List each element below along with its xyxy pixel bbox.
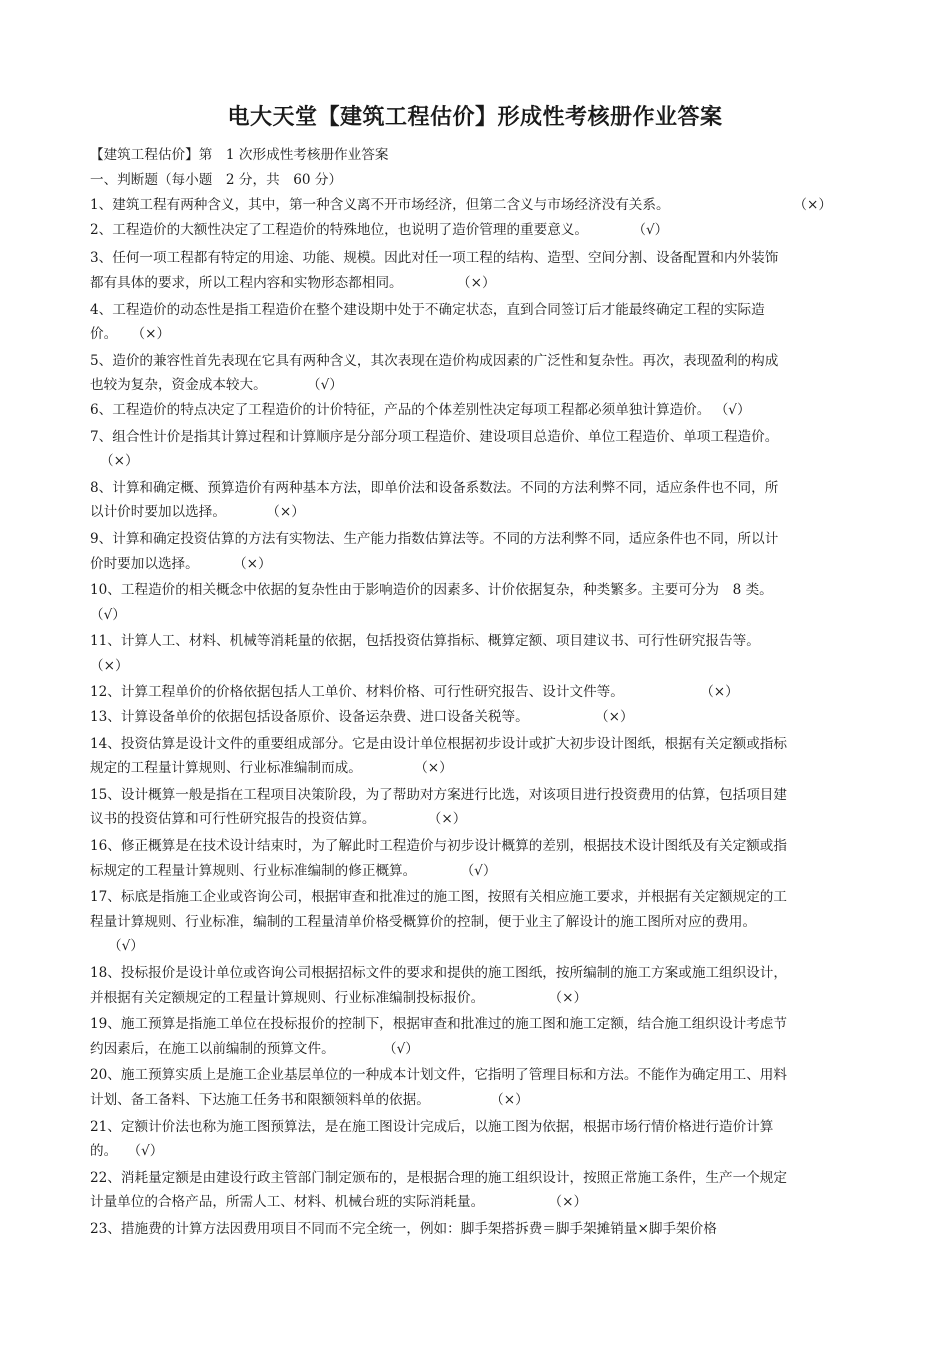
question-item	[90, 961, 790, 1010]
document-body	[90, 143, 832, 1242]
section-heading: 一、判断题（每小题 2 分，共 60 分）	[90, 171, 343, 188]
answer-mark: （×）	[700, 684, 739, 701]
answer-mark: （√）	[90, 606, 126, 623]
question-text: 7、组合性计价是指其计算过程和计算顺序是分部分项工程造价、建设项目总造价、单位工程造价、单项工程造价。	[90, 428, 779, 445]
answer-mark: （×）	[595, 709, 634, 726]
question-text: 8、计算和确定概、预算造价有两种基本方法，即单价法和设备系数法。不同的方法利弊不同，适应条件也不同，所以计价时要加以选择。	[90, 479, 779, 521]
answer-mark: （×）	[793, 197, 832, 214]
answer-mark: （×）	[266, 504, 305, 521]
question-text: 13、计算设备单价的依据包括设备原价、设备运杂费、进口设备关税等。	[90, 709, 529, 726]
question-text: 3、任何一项工程都有特定的用途、功能、规模。因此对任一项工程的结构、造型、空间分割、设备配置和内外装饰都有具体的要求，所以工程内容和实物形态都相同。	[90, 250, 779, 291]
answer-mark: （√）	[108, 938, 144, 955]
question-item	[90, 885, 790, 959]
question-item	[90, 1166, 790, 1215]
question-item	[90, 218, 790, 243]
question-text: 2、工程造价的大额性决定了工程造价的特殊地位，也说明了造价管理的重要意义。	[90, 221, 589, 238]
question-text: 12、计算工程单价的价格依据包括人工单价、材料价格、可行性研究报告、设计文件等。	[90, 684, 624, 701]
question-item	[90, 349, 790, 398]
question-text: 15、设计概算一般是指在工程项目决策阶段，为了帮助对方案进行比选，对该项目进行投资费用的估算，包括项目建议书的投资估算和可行性研究报告的投资估算。	[90, 786, 787, 828]
answer-mark: （×）	[131, 326, 171, 343]
answer-mark: （×）	[548, 989, 588, 1006]
question-item	[90, 834, 790, 883]
question-text: 11、计算人工、材料、机械等消耗量的依据，包括投资估算指标、概算定额、项目建议书、可行性研究报告等。	[90, 633, 760, 650]
question-text: 6、工程造价的特点决定了工程造价的计价特征，产品的个体差别性决定每项工程都必须单独计算造价。	[90, 401, 711, 418]
question-text: 1、建筑工程有两种含义，其中，第一种含义离不开市场经济，但第二含义与市场经济没有关系。	[90, 197, 670, 214]
question-item	[90, 1063, 790, 1112]
question-item	[90, 298, 790, 347]
question-text: 23、措施费的计算方法因费用项目不同而不完全统一，例如：脚手架搭拆费＝脚手架摊销量×脚手架价格	[90, 1220, 717, 1237]
question-text: 16、修正概算是在技术设计结束时，为了解此时工程造价与初步设计概算的差别，根据技术设计图纸及有关定额或指标规定的工程量计算规则、行业标准编制的修正概算。	[90, 838, 787, 879]
answer-mark: （×）	[427, 811, 467, 828]
answer-mark: （√）	[460, 862, 497, 879]
question-text: 10、工程造价的相关概念中依据的复杂性由于影响造价的因素多、计价依据复杂，种类繁多。主要可分为 8 类。	[90, 582, 773, 599]
question-text: 4、工程造价的动态性是指工程造价在整个建设期中处于不确定状态，直到合同签订后才能最终确定工程的实际造价。	[90, 301, 765, 343]
answer-mark: （×）	[414, 760, 453, 777]
answer-mark: （×）	[233, 555, 272, 572]
question-item	[90, 783, 790, 832]
answer-mark: （×）	[100, 453, 139, 470]
question-item	[90, 705, 790, 730]
question-text: 5、造价的兼容性首先表现在它具有两种含义，其次表现在造价构成因素的广泛性和复杂性。再次，表现盈利的构成也较为复杂，资金成本较大。	[90, 352, 779, 394]
answer-mark: （√）	[383, 1040, 419, 1057]
question-text: 17、标底是指施工企业或咨询公司，根据审查和批准过的施工图，按照有关相应施工要求，并根据有关定额规定的工程量计算规则、行业标准，编制的工程量清单价格受概算价的控制，便于业主了解设计的施工图所对应的费用。	[90, 889, 787, 930]
answer-mark: （×）	[456, 274, 496, 291]
question-item	[90, 680, 790, 705]
document-subtitle: 【建筑工程估价】第 1 次形成性考核册作业答案	[90, 147, 389, 163]
answer-mark: （√）	[127, 1143, 164, 1160]
answer-mark: （×）	[548, 1194, 588, 1211]
question-text: 20、施工预算实质上是施工企业基层单位的一种成本计划文件，它指明了管理目标和方法。不能作为确定用工、用料计划、备工备料、下达施工任务书和限额领料单的依据。	[90, 1067, 787, 1108]
question-item	[90, 578, 790, 627]
question-text: 14、投资估算是设计文件的重要组成部分。它是由设计单位根据初步设计或扩大初步设计图纸，根据有关定额或指标规定的工程量计算规则、行业标准编制而成。	[90, 735, 787, 777]
answer-mark: （√）	[307, 377, 343, 394]
answer-mark: （×）	[90, 657, 129, 674]
question-item	[90, 425, 790, 474]
question-item	[90, 1012, 790, 1061]
question-item	[90, 476, 790, 525]
question-text: 19、施工预算是指施工单位在投标报价的控制下，根据审查和批准过的施工图和施工定额，结合施工组织设计考虑节约因素后，在施工以前编制的预算文件。	[90, 1016, 787, 1057]
question-text: 22、消耗量定额是由建设行政主管部门制定颁布的，是根据合理的施工组织设计，按照正常施工条件，生产一个规定计量单位的合格产品，所需人工、材料、机械台班的实际消耗量。	[90, 1169, 787, 1211]
question-item	[90, 246, 790, 295]
question-item	[90, 1217, 790, 1242]
question-item	[90, 1115, 790, 1164]
answer-mark: （×）	[490, 1091, 529, 1108]
answer-mark: （√）	[714, 401, 751, 418]
document-title: 电大天堂【建筑工程估价】形成性考核册作业答案	[227, 104, 723, 130]
question-text: 9、计算和确定投资估算的方法有实物法、生产能力指数估算法等。不同的方法利弊不同，适应条件也不同，所以计价时要加以选择。	[90, 530, 779, 572]
question-item	[90, 527, 790, 576]
question-text: 18、投标报价是设计单位或咨询公司根据招标文件的要求和提供的施工图纸，按所编制的施工方案或施工组织设计，并根据有关定额规定的工程量计算规则、行业标准编制投标报价。	[90, 965, 787, 1006]
answer-mark: （√）	[632, 221, 669, 238]
question-item	[90, 193, 832, 218]
question-item	[90, 398, 790, 423]
question-item	[90, 732, 790, 781]
question-item	[90, 629, 790, 678]
question-text: 21、定额计价法也称为施工图预算法，是在施工图设计完成后，以施工图为依据，根据市场行情价格进行造价计算的。	[90, 1118, 774, 1160]
